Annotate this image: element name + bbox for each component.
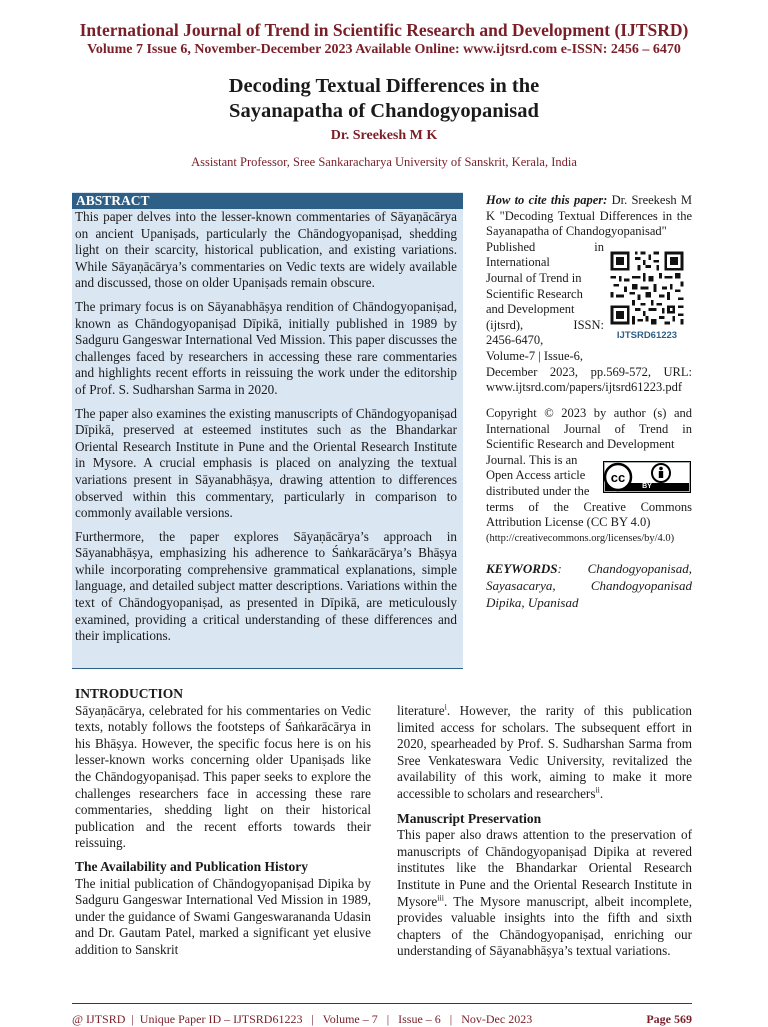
volume-line: Volume 7 Issue 6, November-December 2023 Available Online: www.ijtsrd.com e-ISSN: 2456 – 6470 (87, 42, 681, 57)
abstract-paragraph: The paper also examines the existing manuscripts of Chāndogyopaniṣad Dīpikā, preserved at esteemed institutes such as the Bhandarkar Oriental Research Institute in Pune and the Oriental Research Institute in Mysore. A crucial emphasis is placed on analyzing the textual variations present in Sāyanabhāṣya, drawing attention to differences observed within this commentary, particularly in comparison to commonly available versions. (75, 405, 457, 521)
abstract-body (75, 209, 457, 652)
keywords-text: : Chandogyopanisad, Sayasacarya, Chandogyopanisad Dipika, Upanisad (486, 561, 692, 610)
citation-url[interactable]: December 2023, pp.569-572, URL: www.ijtsrd.com/papers/ijtsrd61223.pdf (486, 364, 692, 395)
license-text: terms of the Creative Commons Attribution License (CC BY 4.0) (486, 499, 692, 530)
section-heading-introduction: INTRODUCTION (75, 686, 184, 701)
author: Dr. Sreekesh M K (330, 128, 438, 143)
cc-by-label: BY (642, 483, 652, 490)
copyright-text: Copyright © 2023 by author (s) and International Journal of Trend in Scientific Research and Development (486, 406, 692, 452)
paper-title (0, 74, 768, 124)
title-line-1: Decoding Textual Differences in the (228, 75, 540, 97)
availability-paragraph: The initial publication of Chāndogyopaniṣad Dipika by Sadguru Gangeswar International Ved Mission in 1989, under the guidance of Swami Gangeswarananda Udasin and Dr. Gautam Patel, marked a significant yet elusive addition to Sanskrit (75, 875, 371, 957)
abstract-paragraph: The primary focus is on Sāyanabhāṣya rendition of Chāndogyopaniṣad, known as Chāndogyopaniṣad Dīpikā, initially published in 1989 by Sadguru Gangeswar International Ved Mission. This paper discusses the challenges faced by researchers in accessing these rare commentaries and highlights recent efforts in reissuing the work under the editorship of Prof. S. Sudharshan Sarma in 2020. (75, 298, 457, 397)
publication-paragraph: literature$^i$. However, the rarity of this publication limited access for scholars. The subsequent effort in 2020, spearheaded by Prof. S. Sudharshan Sarma from Sree Venkateswara Vedic University, revitalized the availability of this work, aiming to make it more accessible to scholars and researchers$^{ii}$. (397, 702, 692, 801)
left-column (75, 686, 371, 959)
copyright-lines: Journal. This is an Open Access article distributed under the (486, 452, 590, 498)
footer-text: @ IJTSRD | Unique Paper ID – IJTSRD61223 | Volume – 7 | Issue – 6 | Nov-Dec 2023 (72, 1012, 533, 1026)
affiliation: Assistant Professor, Sree Sankaracharya University of Sanskrit, Kerala, India (191, 155, 577, 169)
citation-published: Published in International Journal of Trend in Scientific Research and Development (ijtsrd), ISSN: 2456-6470, Volume-7 | Issue-6, (486, 239, 604, 363)
keywords-label: KEYWORDS (486, 561, 558, 576)
citation-label: How to cite this paper: (486, 193, 608, 207)
title-line-2: Sayanapatha of Chandogyopanisad (229, 100, 539, 122)
page-number: Page 569 (646, 1012, 692, 1026)
qr-code-label: IJTSRD61223 (616, 330, 678, 341)
abstract-heading: ABSTRACT (72, 193, 463, 209)
abstract-paragraph: Furthermore, the paper explores Sāyaṇācārya’s approach in Sāyanabhāṣya, emphasizing his adherence to Śaṅkarācārya’s Bhāṣya while incorporating comprehensive grammatical explanations, simple language, and detailed subject matter descriptions. Variations within the text of Chāndogyopaniṣad, as presented in Dīpikā, are meticulously examined, providing a critical understanding of these differences and their implications. (75, 528, 457, 644)
footer-rule (72, 1003, 692, 1004)
svg-text:cc: cc (610, 470, 626, 485)
abstract-paragraph: This paper delves into the lesser-known commentaries of Sāyaṇācārya on ancient Upaniṣads, particularly the Chāndogyopaniṣad, shedding light on their scarcity, historical publication, and existing variations. While Sāyaṇācārya’s commentaries on Vedic texts are widely available and discussed, those on older Upaniṣads remain obscure. (75, 209, 457, 291)
qr-code-icon[interactable] (608, 249, 686, 327)
license-link[interactable]: (http://creativecommons.org/licenses/by/4.0) (486, 532, 675, 544)
section-heading-availability: The Availability and Publication History (75, 858, 309, 874)
manuscript-paragraph: This paper also draws attention to the preservation of manuscripts of Chāndogyopaniṣad Dipika at revered institutes like the Bhandarkar Oriental Research Institute in Pune and the Oriental Research Institute in Mysore$^{iii}$. The Mysore manuscript, albeit incomplete, provides valuable insights into the fifth and sixth chapters of the Chāndogyopaniṣad, enriching our understanding of Sāyanabhāṣya’s textual variations. (397, 827, 692, 959)
section-heading-manuscript: Manuscript Preservation (397, 810, 542, 826)
citation-text: Dr. Sreekesh M K "Decoding Textual Differences in the Sayanapatha of Chandogyopanisad" (486, 193, 692, 239)
journal-title: International Journal of Trend in Scientific Research and Development (IJTSRD) (79, 20, 689, 40)
keywords (486, 560, 692, 611)
intro-paragraph: Sāyaṇācārya, celebrated for his commentaries on Vedic texts, notably follows the footsteps of Śaṅkarācārya in his Bhāṣya. However, the specific focus here is on his lesser-known works concerning older Upaniṣads like the Chāndogyopaniṣad. This paper seeks to explore the challenges researchers face in accessing these rare commentaries, shedding light on their historical publication and the recent efforts towards their reissuing. (75, 702, 371, 851)
right-column (397, 703, 692, 960)
